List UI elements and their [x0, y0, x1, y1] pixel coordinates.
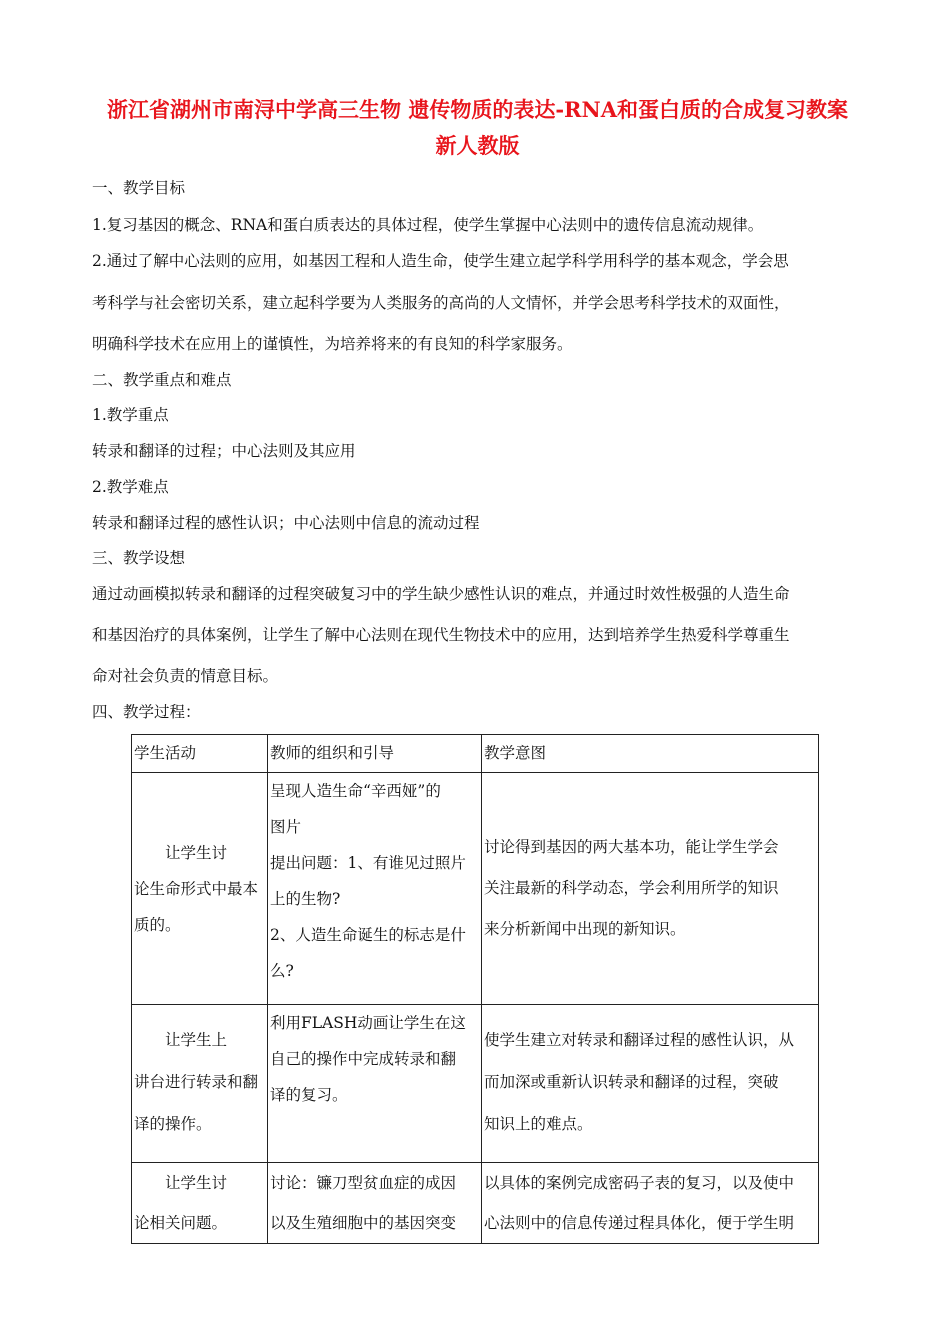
- teaching-process-table: [131, 734, 819, 1244]
- table-row: [132, 1163, 819, 1244]
- table-header-row: [132, 735, 819, 773]
- goal-2-line-3: 明确科学技术在应用上的谨慎性，为培养将来的有良知的科学家服务。: [92, 335, 573, 353]
- cell-line: 讨论：镰刀型贫血症的成因: [270, 1174, 457, 1192]
- document-title: 浙江省湖州市南浔中学高三生物 遗传物质的表达-RNA和蛋白质的合成复习教案 新人教版: [107, 97, 848, 158]
- cell-line: 译的操作。: [134, 1115, 212, 1133]
- cell-line: 2、人造生命诞生的标志是什: [270, 926, 466, 944]
- goal-2-line-2: 考科学与社会密切关系，建立起科学要为人类服务的高尚的人文情怀，并学会思考科学技术的双面性，: [92, 294, 790, 312]
- cell-line: 利用FLASH动画让学生在这: [270, 1014, 466, 1032]
- section-heading-process: 四、教学过程：: [92, 703, 201, 721]
- teacher-guidance-cell: [268, 1163, 482, 1244]
- cell-line: 关注最新的科学动态，学会利用所学的知识: [484, 879, 779, 897]
- cell-line: 提出问题：1、有谁见过照片: [270, 854, 466, 872]
- cell-line: 自己的操作中完成转录和翻: [270, 1050, 457, 1068]
- key-point-text: 转录和翻译的过程；中心法则及其应用: [92, 442, 356, 460]
- teacher-guidance-cell: [268, 773, 482, 1005]
- cell-line: 么?: [270, 962, 294, 980]
- cell-line: 让学生讨: [165, 1174, 228, 1192]
- student-activity-cell: [132, 773, 268, 1005]
- cell-line: 心法则中的信息传递过程具体化，便于学生明: [484, 1214, 795, 1232]
- cell-line: 讨论得到基因的两大基本功，能让学生学会: [484, 838, 779, 856]
- cell-line: 来分析新闻中出现的新知识。: [484, 920, 686, 938]
- cell-line: 译的复习。: [270, 1086, 348, 1104]
- header-teacher-guidance: 教师的组织和引导: [268, 735, 482, 773]
- design-line-3: 命对社会负责的情意目标。: [92, 667, 279, 685]
- student-activity-cell: [132, 1005, 268, 1163]
- cell-line: 呈现人造生命“辛西娅”的: [270, 782, 441, 800]
- cell-line: 以及生殖细胞中的基因突变: [270, 1214, 457, 1232]
- difficulty-label: 2.教学难点: [92, 478, 169, 496]
- goal-1: 1.复习基因的概念、RNA和蛋白质表达的具体过程，使学生掌握中心法则中的遗传信息流动规律。: [92, 216, 764, 234]
- teaching-intent-cell: [482, 1005, 819, 1163]
- design-line-2: 和基因治疗的具体案例，让学生了解中心法则在现代生物技术中的应用，达到培养学生热爱科学尊重生: [92, 626, 790, 644]
- header-student-activity: 学生活动: [132, 735, 268, 773]
- cell-line: 上的生物?: [270, 890, 341, 908]
- cell-line: 让学生上: [165, 1031, 228, 1049]
- cell-line: 让学生讨: [165, 843, 228, 862]
- design-line-1: 通过动画模拟转录和翻译的过程突破复习中的学生缺少感性认识的难点，并通过时效性极强的人造生命: [92, 585, 790, 603]
- cell-line: 论生命形式中最本: [134, 879, 259, 898]
- table-row: [132, 773, 819, 1005]
- teacher-guidance-cell: [268, 1005, 482, 1163]
- cell-line: 讲台进行转录和翻: [134, 1073, 259, 1091]
- cell-line: 论相关问题。: [134, 1214, 228, 1232]
- section-heading-key-points: 二、教学重点和难点: [92, 371, 232, 389]
- goal-2-line-1: 2.通过了解中心法则的应用，如基因工程和人造生命，使学生建立起学科学用科学的基本观念，学会思: [92, 252, 789, 270]
- cell-line: 质的。: [134, 915, 181, 934]
- teaching-intent-cell: [482, 1163, 819, 1244]
- key-point-label: 1.教学重点: [92, 406, 169, 424]
- section-heading-goals: 一、教学目标: [92, 179, 186, 197]
- header-teaching-intent: 教学意图: [482, 735, 819, 773]
- student-activity-cell: [132, 1163, 268, 1244]
- difficulty-text: 转录和翻译过程的感性认识；中心法则中信息的流动过程: [92, 514, 480, 532]
- section-heading-design: 三、教学设想: [92, 549, 186, 567]
- cell-line: 图片: [270, 818, 302, 836]
- teaching-intent-cell: [482, 773, 819, 1005]
- cell-line: 而加深或重新认识转录和翻译的过程，突破: [484, 1073, 779, 1091]
- cell-line: 使学生建立对转录和翻译过程的感性认识，从: [484, 1031, 795, 1049]
- cell-line: 以具体的案例完成密码子表的复习，以及使中: [484, 1174, 795, 1192]
- table-row: [132, 1005, 819, 1163]
- cell-line: 知识上的难点。: [484, 1115, 593, 1133]
